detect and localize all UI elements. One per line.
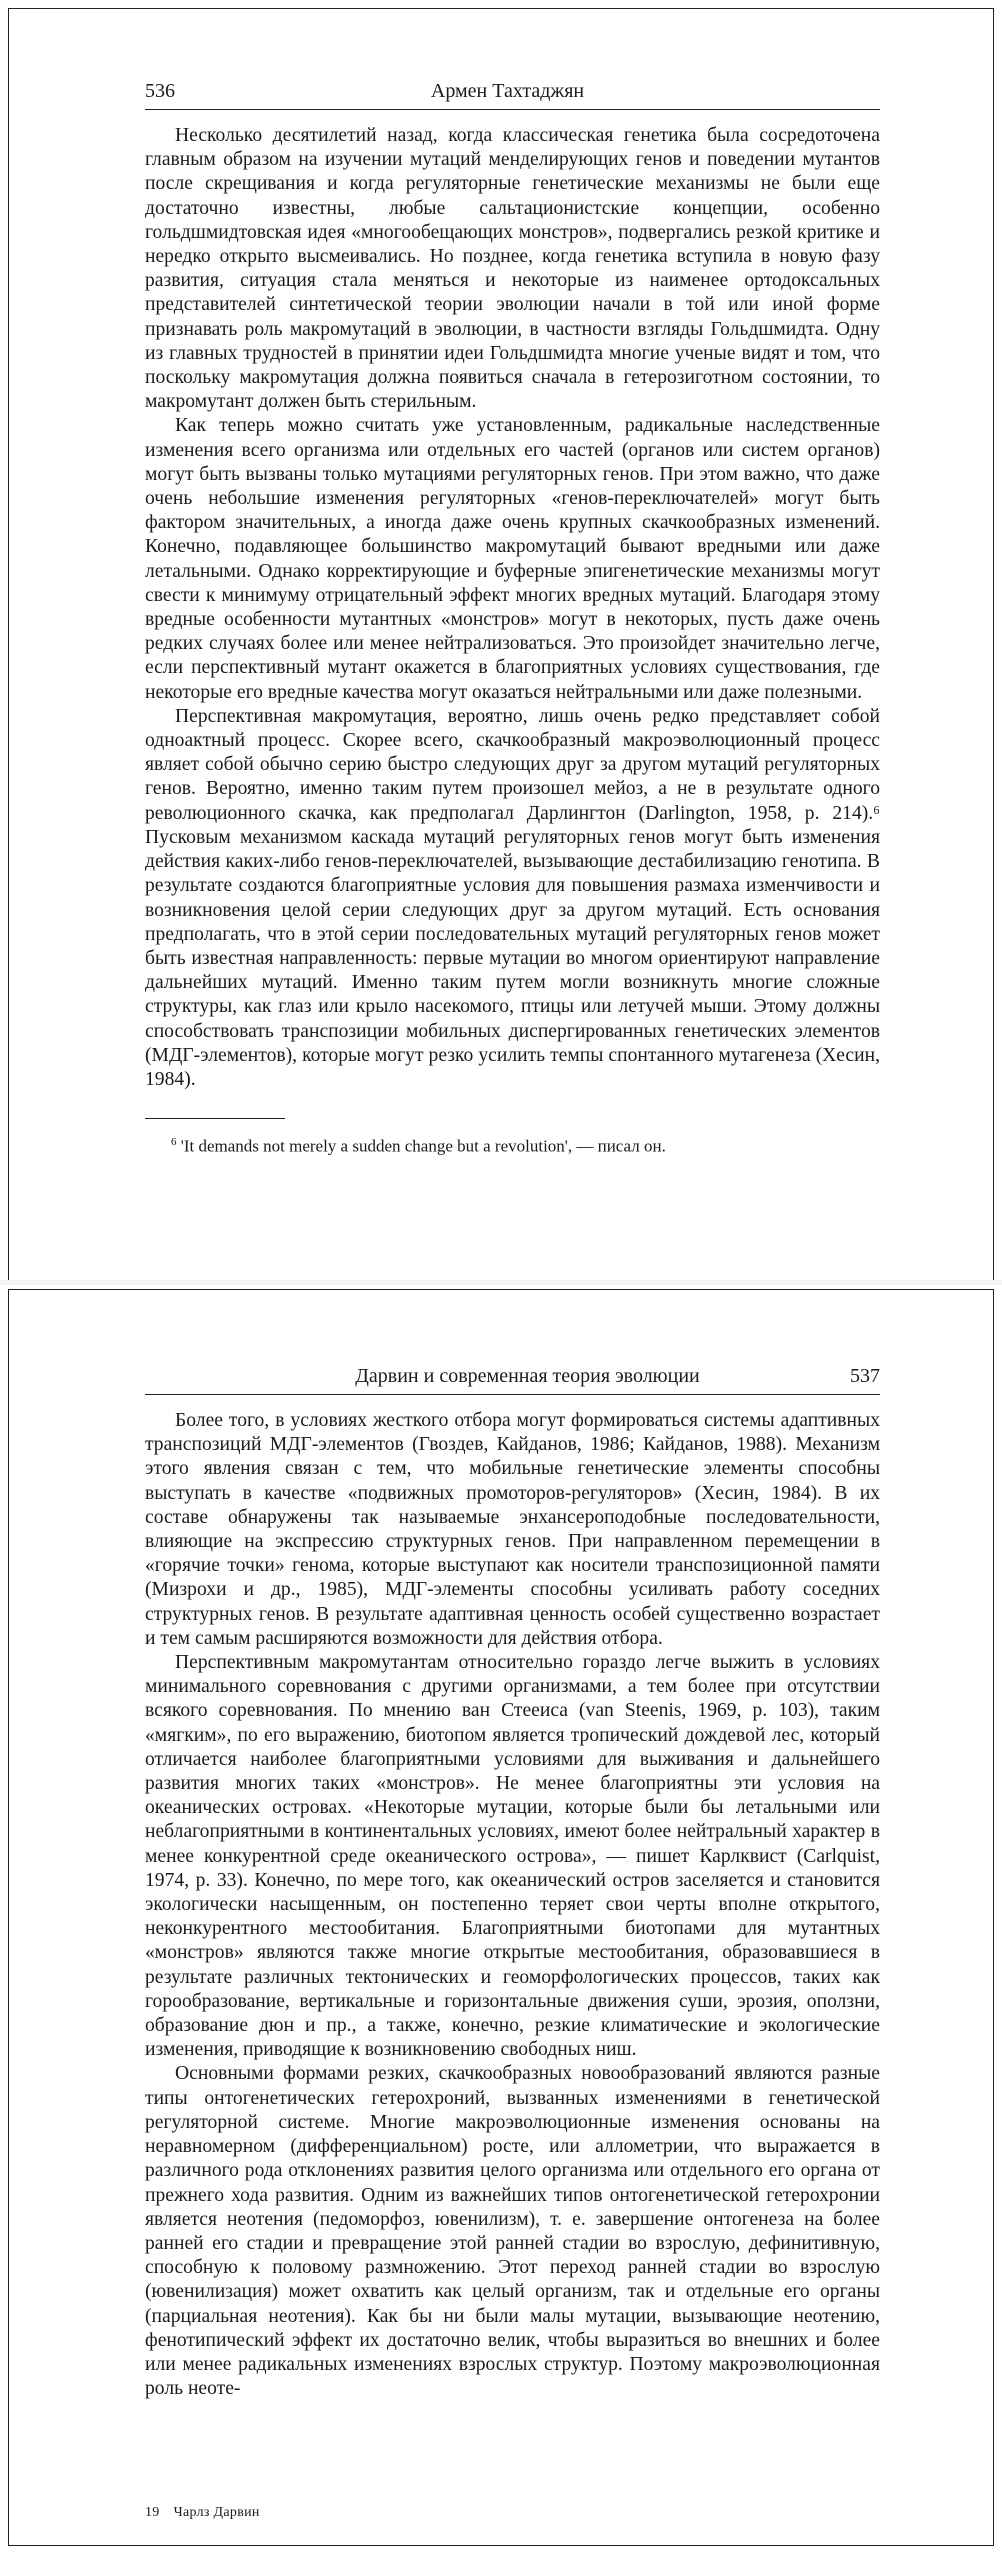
- page-content: [145, 80, 880, 1158]
- paragraph: Основными формами резких, скачкообразных новообразований являются разные типы онтогенетических гетерохроний, вызванных изменениями в генетической регуляторной системе. Многие макроэволюционные изменения основаны на неравномерном (дифференциальном) росте, или аллометрии, что выражается в различного рода отклонениях развития целого организма или отдельного его органа от прежнего хода развития. Одним из важнейших типов онтогенетической гетерохронии является неотения (педоморфоз, ювенилизм), т. е. завершение онтогенеза на более ранней его стадии и превращение этой ранней стадии во взрослую, дефинитивную, способную к половому размножению. Этот переход ранней стадии во взрослую (ювенилизация) может охватить как целый организм, так и отдельные его органы (парциальная неотения). Как бы ни были малы мутации, вызывающие неотению, фенотипический эффект их достаточно велик, чтобы выразиться во внешних и более или менее радикальных изменениях взрослых структур. Поэтому макроэволюционная роль неоте-: [145, 2063, 880, 2400]
- footnote-marker: 6: [171, 1136, 177, 1149]
- signature-title: Чарлз Дарвин: [173, 2505, 260, 2520]
- footnote-text: 'It demands not merely a sudden change but a revolution', — писал он.: [180, 1136, 666, 1156]
- page-content: [145, 1365, 880, 2401]
- footnote-rule: [145, 1118, 285, 1119]
- paragraph: Несколько десятилетий назад, когда классическая генетика была сосредоточена главным образом на изучении мутаций менделирующих генов и поведении мутантов после скрещивания и когда регуляторные генетические механизмы не были еще достаточно известны, любые сальтационистские концепции, особенно гольдшмидтовская идея «многообещающих монстров», подвергались резкой критике и нередко открыто высмеивались. Но позднее, когда генетика вступила в новую фазу развития, ситуация стала меняться и некоторые из наименее ортодоксальных представителей синтетической теории эволюции начали в той или иной форме признавать роль макромутаций в эволюции, в частности взгляды Гольдшмидта. Одну из главных трудностей в принятии идеи Гольдшмидта многие ученые видят и том, что поскольку макромутация должна появиться сначала в гетерозиготном состоянии, то макромутант должен быть стерильным.: [145, 125, 880, 413]
- signature-line: [145, 2505, 260, 2521]
- running-title: Дарвин и современная теория эволюции: [355, 1365, 700, 1387]
- page-537: [0, 1285, 1002, 2554]
- running-head: [145, 1365, 880, 1395]
- footnote: [145, 1131, 880, 1158]
- page-number: 536: [145, 80, 175, 102]
- page-number: 537: [850, 1365, 880, 1387]
- paragraph: Более того, в условиях жесткого отбора могут формироваться системы адаптивных транспозиций МДГ-элементов (Гвоздев, Кайданов, 1986; Кайданов, 1988). Механизм этого явления связан с тем, что мобильные генетические элементы способны выступать в качестве «подвижных промоторов-регуляторов» (Хесин, 1984). В их составе обнаружены так называемые энхансероподобные последовательности, влияющие на экспрессию структурных генов. При направленном перемещении в «горячие точки» генома, которые выступают как носители транспозиционной памяти (Мизрохи и др., 1985), МДГ-элементы способны усиливать работу соседних структурных генов. В результате адаптивная ценность особей существенно возрастает и тем самым расширяются возможности для действия отбора.: [145, 1410, 880, 1649]
- running-title: Армен Тахтаджян: [430, 80, 585, 102]
- signature-number: 19: [145, 2505, 160, 2520]
- paragraph: Перспективным макромутантам относительно гораздо легче выжить в условиях минимального соревнования с другими организмами, а тем более при отсутствии всякого соревнования. По мнению ван Стееиса (van Steenis, 1969, p. 103), таким «мягким», по его выражению, биотопом является тропический дождевой лес, который отличается наиболее благоприятными условиями для выживания и дальнейшего развития многих таких «монстров». Не менее благоприятны эти условия на океанических островах. «Некоторые мутации, которые были бы летальными или неблагоприятными в континентальных условиях, имеют более нейтральный характер в менее конкурентной среде океанического острова», — пишет Карлквист (Carlquist, 1974, p. 33). Конечно, по мере того, как океанический остров заселяется и становится экологически насыщенным, он постепенно теряет свои черты вполне открытого, неконкурентного местообитания. Благоприятными биотопами для мутантных «монстров» являются также многие открытые местообитания, образовавшиеся в результате различных тектонических и геоморфологических процессов, таких как горообразование, вертикальные и горизонтальные движения суши, эрозия, оползни, образование дюн и пр., а также, конечно, резкие климатические и экологические изменения, приводящие к возникновению свободных ниш.: [145, 1652, 880, 2061]
- running-head: [145, 80, 880, 110]
- paragraph: Перспективная макромутация, вероятно, лишь очень редко представляет собой одноактный процесс. Скорее всего, скачкообразный макроэволюционный процесс являет собой обычно серию быстро следующих друг за другом мутаций регуляторных генов. Вероятно, именно таким путем произошел мейоз, а не в результате одного революционного скачка, как предполагал Дарлингтон (Darlington, 1958, p. 214).⁶ Пусковым механизмом каскада мутаций регуляторных генов могут быть изменения действия каких-либо генов-переключателей, вызывающие дестабилизацию генотипа. В результате создаются благоприятные условия для повышения размаха изменчивости и возникновения целой серии следующих друг за другом мутаций. Есть основания предполагать, что в этой серии последовательных мутаций регуляторных генов может быть известная направленность: первые мутации во многом ориентируют направление дальнейших мутаций. Именно таким путем могли возникнуть многие сложные структуры, как глаз или крыло насекомого, птицы или летучей мыши. Этому должны способствовать транспозиции мобильных диспергированных генетических элементов (МДГ-элементов), которые могут резко усилить темпы спонтанного мутагенеза (Хесин, 1984).: [145, 705, 880, 1090]
- paragraph: Как теперь можно считать уже установленным, радикальные наследственные изменения всего организма или отдельных его частей (органов или систем органов) могут быть вызваны только мутациями регуляторных генов. При этом важно, что даже очень небольшие изменения регуляторных «генов-переключателей» могут быть фактором значительных, а иногда даже очень крупных скачкообразных изменений. Конечно, подавляющее большинство макромутаций бывают вредными или даже летальными. Однако корректирующие и буферные эпигенетические механизмы могут свести к минимуму отрицательный эффект многих вредных мутаций. Благодаря этому вредные особенности мутантных «монстров» могут в некоторых, пусть даже очень редких случаях более или менее нейтрализоваться. Это произойдет значительно легче, если перспективный мутант окажется в благоприятных условиях существования, где некоторые его вредные качества могут оказаться нейтральными или даже полезными.: [145, 415, 880, 703]
